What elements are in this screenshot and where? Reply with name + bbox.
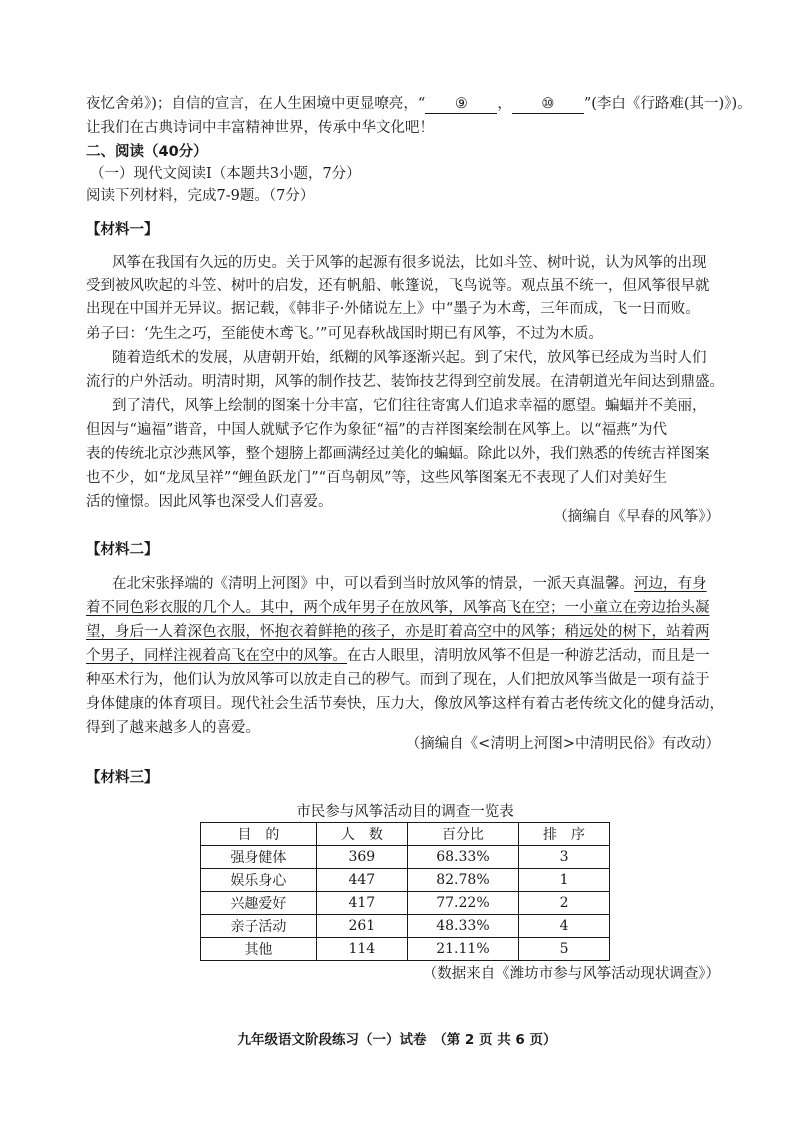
table-row — [201, 915, 610, 938]
table-cell: 82.78% — [407, 869, 518, 892]
material-1-label: 【材料一】 — [86, 222, 159, 238]
material-2-line: 得到了越来越多人的喜爱。 — [86, 720, 260, 736]
section-title: 二、阅读（40分） — [86, 144, 208, 160]
intro-text-end: ”(李白《行路难(其一)》)。 — [583, 96, 752, 112]
material-1-line: 表的传统北京沙燕风筝，整个翅膀上都画满经过美化的蝙蝠。除此以外，我们熟悉的传统吉祥图案 — [86, 446, 710, 462]
material-3-label: 【材料三】 — [86, 770, 159, 786]
table-cell: 其他 — [201, 938, 317, 961]
material-1-line: 弟子曰：‘先生之巧，至能使木鸢飞。’”可见春秋战国时期已有风筝，不过为木质。 — [86, 326, 603, 342]
table-cell: 417 — [316, 892, 407, 915]
table-cell: 1 — [519, 869, 610, 892]
column-header: 目 的 — [201, 823, 317, 846]
intro-line-1 — [86, 94, 752, 114]
section-instruction: 阅读下列材料，完成7-9题。（7分） — [86, 188, 315, 204]
intro-text: 夜忆舍弟》)；自信的宣言，在人生困境中更显嘹亮，“ — [86, 96, 426, 112]
underlined-text: 河边，有身 — [634, 576, 707, 592]
table-row — [201, 846, 610, 869]
table-cell: 21.11% — [407, 938, 518, 961]
table-cell: 48.33% — [407, 915, 518, 938]
material-1-line: 也不少，如“龙凤呈祥”“鲤鱼跃龙门”“百鸟朝凤”等，这些风筝图案无不表现了人们对美好生 — [86, 470, 667, 486]
material-1-line: 受到被风吹起的斗笠、树叶的启发，还有帆船、帐篷说，飞鸟说等。观点虽不统一，但风筝很早就 — [86, 278, 710, 294]
blank-10: ⑩ — [512, 96, 584, 114]
table-cell: 2 — [519, 892, 610, 915]
underlined-text: 个男子，同样注视着高飞在空中的风筝。 — [86, 648, 347, 664]
material-3-source: （数据来自《潍坊市参与风筝活动现状调查》） — [422, 966, 720, 982]
table-cell: 261 — [316, 915, 407, 938]
material-2-text: 在北宋张择端的《清明上河图》中，可以看到当时放风筝的情景，一派天真温馨。 — [112, 576, 634, 592]
table-cell: 强身健体 — [201, 846, 317, 869]
material-1-line: 到了清代，风筝上绘制的图案十分丰富，它们往往寄寓人们追求幸福的愿望。蝙蝠并不美丽， — [112, 398, 707, 414]
material-2-line-4 — [86, 646, 726, 666]
table-cell: 娱乐身心 — [201, 869, 317, 892]
material-2-text: 在古人眼里，清明放风筝不但是一种游艺活动，而且是一 — [347, 648, 710, 664]
material-2-source: （摘编自《<清明上河图>中清明民俗》有改动） — [405, 736, 720, 752]
material-1-source: （摘编自《早春的风筝》） — [553, 509, 720, 525]
material-1-line: 出现在中国并无异议。据记载，《韩非子·外储说左上》中“墨子为木鸢，三年而成，飞一日而败。 — [86, 301, 700, 317]
underlined-text: 望，身后一人着深色衣服，怀抱衣着鲜艳的孩子，亦是盯着高空中的风筝；稍远处的树下，站着两 — [86, 624, 710, 640]
underlined-text: 着不同色彩衣服的几个人。其中，两个成年男子在放风筝，风筝高飞在空；一小童立在旁边抬头凝 — [86, 600, 710, 616]
page-footer: 九年级语文阶段练习（一）试卷 （第 2 页 共 6 页） — [237, 1032, 557, 1048]
table-caption: 市民参与风筝活动目的调查一览表 — [296, 804, 514, 820]
table-cell: 77.22% — [407, 892, 518, 915]
material-2-line-1 — [112, 574, 726, 594]
table-cell: 114 — [316, 938, 407, 961]
table-cell: 亲子活动 — [201, 915, 317, 938]
table-cell: 4 — [519, 915, 610, 938]
table-cell: 5 — [519, 938, 610, 961]
section-subtitle: （一）现代文阅读Ⅰ（本题共3小题，7分） — [90, 166, 361, 182]
table-row — [201, 892, 610, 915]
table-row — [201, 869, 610, 892]
material-1-line: 流行的户外活动。明清时期，风筝的制作技艺、装饰技艺得到空前发展。在清朝道光年间达到鼎盛。 — [86, 374, 724, 390]
table-row — [201, 938, 610, 961]
blank-9: ⑨ — [425, 96, 497, 114]
table-header-row — [201, 823, 610, 846]
column-header: 排 序 — [519, 823, 610, 846]
material-1-line: 活的憧憬。因此风筝也深受人们喜爱。 — [86, 494, 333, 510]
material-1-line: 但因与“遍福”谐音，中国人就赋予它作为象征“福”的吉祥图案绘制在风筝上。以“福燕”为代 — [86, 422, 667, 438]
material-2-label: 【材料二】 — [86, 542, 159, 558]
intro-line-2: 让我们在古典诗词中丰富精神世界，传承中华文化吧！ — [86, 120, 434, 136]
material-2-line: 身体健康的体育项目。现代社会生活节奏快，压力大，像放风筝这样有着古老传统文化的健身活动， — [86, 696, 724, 712]
table-cell: 68.33% — [407, 846, 518, 869]
material-2-line: 种巫术行为，他们认为放风筝可以放走自己的秽气。而到了现在，人们把放风筝当做是一项有益于 — [86, 672, 710, 688]
table-cell: 兴趣爱好 — [201, 892, 317, 915]
material-1-line: 随着造纸术的发展，从唐朝开始，纸糊的风筝逐渐兴起。到了宋代，放风筝已经成为当时人们 — [112, 350, 707, 366]
column-header: 人 数 — [316, 823, 407, 846]
table-cell: 3 — [519, 846, 610, 869]
survey-table — [200, 822, 610, 961]
material-1-line: 风筝在我国有久远的历史。关于风筝的起源有很多说法，比如斗笠、树叶说，认为风筝的出现 — [112, 255, 707, 271]
intro-separator: ， — [497, 96, 512, 112]
table-cell: 447 — [316, 869, 407, 892]
table-cell: 369 — [316, 846, 407, 869]
column-header: 百分比 — [407, 823, 518, 846]
